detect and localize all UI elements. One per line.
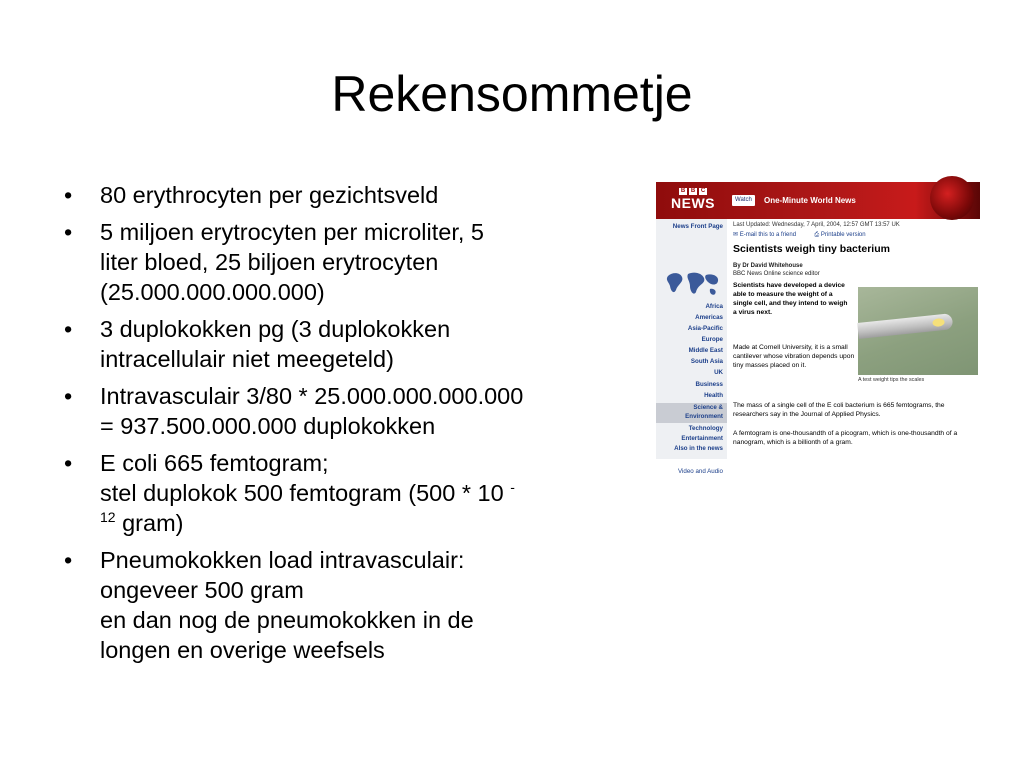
- bullet-text: 3 duplokokken pg (3 duplokokken: [100, 316, 451, 342]
- sidebar-item-europe[interactable]: Europe: [701, 336, 723, 343]
- sidebar-item-science[interactable]: Science &: [693, 404, 723, 411]
- bullet-item: [64, 448, 634, 538]
- bullet-text-part: gram): [122, 510, 184, 536]
- bullet-text: = 937.500.000.000 duplokokken: [100, 413, 436, 439]
- world-map-icon: [662, 268, 722, 300]
- article-headline: Scientists weigh tiny bacterium: [733, 243, 890, 255]
- bullet-item: [64, 217, 634, 307]
- printer-icon: ⎙: [814, 232, 820, 238]
- globe-icon: [930, 176, 974, 220]
- bullet-text: en dan nog de pneumokokken in de: [100, 607, 474, 633]
- bullet-text: longen en overige weefsels: [100, 637, 385, 663]
- bbc-article: [730, 219, 980, 459]
- exponent-value: 12: [100, 509, 116, 526]
- bullet-text: (25.000.000.000.000): [100, 279, 325, 305]
- sidebar-item-middle-east[interactable]: Middle East: [688, 347, 723, 354]
- cantilever-photo: [858, 287, 978, 375]
- bullet-text: 80 erythrocyten per gezichtsveld: [100, 182, 439, 208]
- article-paragraph: Made at Cornell University, it is a small cantilever whose vibration depends upon tiny masses placed on it.: [733, 344, 855, 369]
- bullet-dot: •: [64, 450, 73, 476]
- bullet-text: E coli 665 femtogram;: [100, 450, 329, 476]
- print-link[interactable]: Printable version: [820, 232, 866, 238]
- sidebar-item-environment[interactable]: Environment: [685, 413, 723, 420]
- email-link[interactable]: E-mail this to a friend: [739, 232, 797, 238]
- one-minute-news-link[interactable]: One-Minute World News: [764, 196, 856, 205]
- bullet-item: [64, 180, 634, 210]
- watch-button[interactable]: Watch: [732, 195, 755, 206]
- slide-title: Rekensommetje: [331, 66, 693, 122]
- sidebar-item-south-asia[interactable]: South Asia: [690, 358, 723, 365]
- bullet-text-part: stel duplokok 500 femtogram (500 * 10: [100, 480, 504, 506]
- bullet-item: [64, 381, 634, 441]
- cantilever-shape: [857, 313, 953, 339]
- email-icon: ✉: [733, 232, 739, 238]
- bullet-dot: •: [64, 547, 73, 573]
- bullet-dot: •: [64, 219, 73, 245]
- article-paragraph: A femtogram is one-thousandth of a picogram, which is one-thousandth of a nanogram, which is a billionth of a gram.: [733, 430, 958, 446]
- sidebar-item-uk[interactable]: UK: [714, 369, 723, 376]
- photo-caption: A test weight tips the scales: [858, 377, 925, 383]
- bullet-item: [64, 314, 634, 374]
- sidebar-item-video-audio[interactable]: Video and Audio: [678, 468, 723, 475]
- sidebar-item-front-page[interactable]: News Front Page: [672, 223, 723, 230]
- sidebar-item-health[interactable]: Health: [704, 392, 723, 399]
- sidebar-item-business[interactable]: Business: [695, 381, 723, 388]
- bullet-text: Intravasculair 3/80 * 25.000.000.000.000: [100, 383, 524, 409]
- sidebar-item-africa[interactable]: Africa: [705, 303, 723, 310]
- bullet-text: ongeveer 500 gram: [100, 577, 304, 603]
- bullet-dot: •: [64, 383, 73, 409]
- bullet-text: 5 miljoen erytrocyten per microliter, 5: [100, 219, 484, 245]
- exponent-sign: -: [510, 479, 515, 496]
- bbc-news-logo: B B C NEWS: [671, 188, 715, 211]
- article-tools: [733, 231, 866, 239]
- bullet-list: [64, 180, 634, 672]
- bullet-text: intracellulair niet meegeteld): [100, 346, 394, 372]
- article-paragraph: The mass of a single cell of the E coli bacterium is 665 femtograms, the researchers say in the Journal of Applied Physics.: [733, 402, 945, 418]
- last-updated: Last Updated: Wednesday, 7 April, 2004, 12:57 GMT 13:57 UK: [733, 222, 900, 228]
- bullet-text: [100, 478, 634, 508]
- sidebar-item-americas[interactable]: Americas: [695, 314, 723, 321]
- article-byline: By Dr David Whitehouse BBC News Online science editor: [733, 263, 820, 277]
- sidebar-item-asia-pacific[interactable]: Asia-Pacific: [687, 325, 723, 332]
- bullet-item: [64, 545, 634, 665]
- bullet-text: Pneumokokken load intravasculair:: [100, 547, 465, 573]
- sidebar-item-also-in-news[interactable]: Also in the news: [674, 445, 723, 452]
- bbc-news-screenshot: [656, 182, 980, 475]
- sidebar-item-technology[interactable]: Technology: [688, 425, 723, 432]
- bbc-header-bar: [656, 182, 980, 219]
- bbc-sidebar: [656, 219, 727, 475]
- bullet-dot: •: [64, 316, 73, 342]
- article-lead: Scientists have developed a device able to measure the weight of a single cell, and they intend to weigh a virus next.: [733, 282, 848, 316]
- bullet-text: liter bloed, 25 biljoen erytrocyten: [100, 249, 439, 275]
- sidebar-item-entertainment[interactable]: Entertainment: [681, 435, 723, 442]
- bullet-dot: •: [64, 182, 73, 208]
- bullet-text: [100, 508, 634, 538]
